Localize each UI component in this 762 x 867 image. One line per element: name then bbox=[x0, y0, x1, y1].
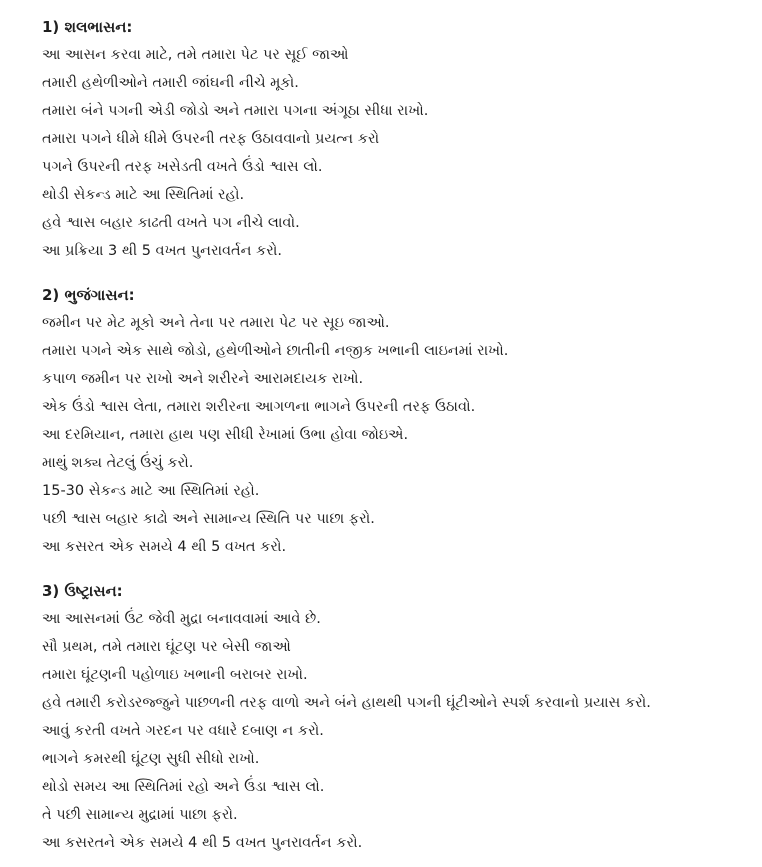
instruction-line: સૌ પ્રથમ, તમે તમારા ઘૂંટણ પર બેસી જાઓ bbox=[42, 639, 291, 655]
instruction-line: તમારા ઘૂંટણની પહોળાઇ ખભાની બરાબર રાખો. bbox=[42, 667, 308, 683]
instruction-list bbox=[42, 309, 762, 561]
section-title: 3) ઉષ્ટ્રાસન: bbox=[42, 582, 123, 600]
instruction-line: તમારા પગને ધીમે ધીમે ઉપરની તરફ ઉઠાવવાનો પ્રયત્ન કરો bbox=[42, 131, 380, 147]
instruction-line: હવે શ્વાસ બહાર કાઢતી વખતે પગ નીચે લાવો. bbox=[42, 215, 300, 231]
instruction-line: એક ઉંડો શ્વાસ લેતા, તમારા શરીરના આગળના ભાગને ઉપરની તરફ ઉઠાવો. bbox=[42, 399, 476, 415]
instruction-line: 15-30 સેકન્ડ માટે આ સ્થિતિમાં રહો. bbox=[42, 483, 260, 499]
instruction-line: આ દરમિયાન, તમારા હાથ પણ સીધી રેખામાં ઉભા હોવા જોઇએ. bbox=[42, 427, 409, 443]
instruction-line: જમીન પર મેટ મૂકો અને તેના પર તમારા પેટ પર સૂઇ જાઓ. bbox=[42, 315, 390, 331]
instruction-line: આ કસરત એક સમયે 4 થી 5 વખત કરો. bbox=[42, 539, 287, 555]
instruction-line: આ આસન કરવા માટે, તમે તમારા પેટ પર સૂઈ જાઓ bbox=[42, 47, 349, 63]
section-bhujangasana bbox=[42, 281, 762, 561]
instruction-line: આવું કરતી વખતે ગરદન પર વધારે દબાણ ન કરો. bbox=[42, 723, 324, 739]
section-title: 2) ભુજંગાસન: bbox=[42, 286, 135, 304]
instruction-line: પગને ઉપરની તરફ ખસેડતી વખતે ઉંડો શ્વાસ લો. bbox=[42, 159, 323, 175]
instruction-line: માથું શક્ય તેટલું ઉંચું કરો. bbox=[42, 455, 194, 471]
instruction-list bbox=[42, 41, 762, 265]
instruction-line: આ પ્રક્રિયા 3 થી 5 વખત પુનરાવર્તન કરો. bbox=[42, 243, 283, 259]
instruction-line: આ કસરતને એક સમયે 4 થી 5 વખત પુનરાવર્તન કરો. bbox=[42, 835, 363, 851]
instruction-line: ભાગને કમરથી ઘૂંટણ સુધી સીધો રાખો. bbox=[42, 751, 260, 767]
section-ushtrasana bbox=[42, 577, 762, 857]
section-shalabhasana bbox=[42, 13, 762, 265]
instruction-line: તમારી હથેળીઓને તમારી જાંઘની નીચે મૂકો. bbox=[42, 75, 299, 91]
instruction-line: તમારા પગને એક સાથે જોડો, હથેળીઓને છાતીની નજીક ખભાની લાઇનમાં રાખો. bbox=[42, 343, 509, 359]
instruction-list bbox=[42, 605, 762, 857]
instruction-line: તે પછી સામાન્ય મુદ્રામાં પાછા ફરો. bbox=[42, 807, 238, 823]
instruction-line: થોડી સેકન્ડ માટે આ સ્થિતિમાં રહો. bbox=[42, 187, 245, 203]
instruction-line: હવે તમારી કરોડરજ્જુને પાછળની તરફ વાળો અને બંને હાથથી પગની ઘૂંટીઓને સ્પર્શ કરવાનો પ્રયાસ કરો. bbox=[42, 695, 651, 711]
instruction-line: આ આસનમાં ઉંટ જેવી મુદ્રા બનાવવામાં આવે છે. bbox=[42, 611, 321, 627]
section-title: 1) શલભાસન: bbox=[42, 18, 133, 36]
instruction-line: કપાળ જમીન પર રાખો અને શરીરને આરામદાયક રાખો. bbox=[42, 371, 364, 387]
instruction-line: તમારા બંને પગની એડી જોડો અને તમારા પગના અંગૂઠા સીધા રાખો. bbox=[42, 103, 429, 119]
instruction-line: પછી શ્વાસ બહાર કાઢો અને સામાન્ય સ્થિતિ પર પાછા ફરો. bbox=[42, 511, 375, 527]
instruction-line: થોડો સમય આ સ્થિતિમાં રહો અને ઉંડા શ્વાસ લો. bbox=[42, 779, 325, 795]
